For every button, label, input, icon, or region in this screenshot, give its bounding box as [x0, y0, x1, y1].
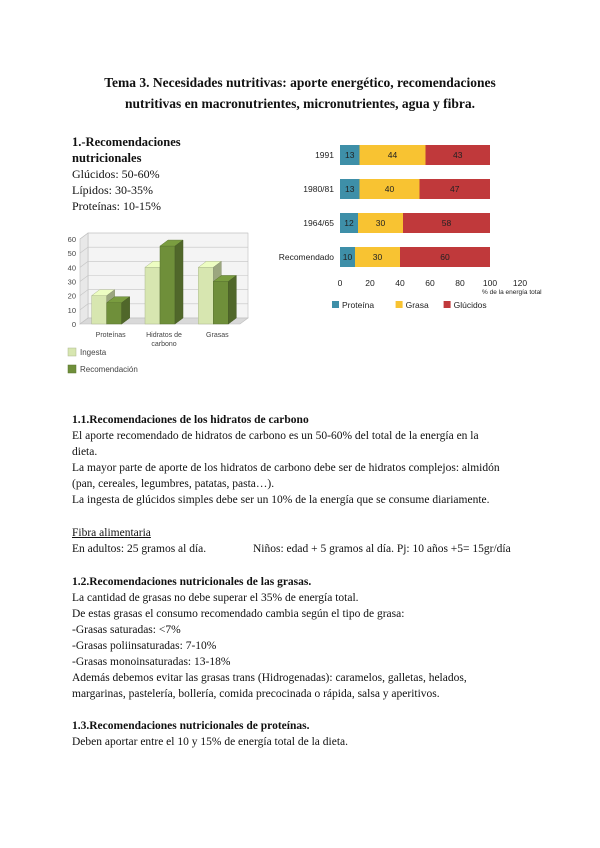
x-axis-label: % de la energía total: [482, 289, 542, 296]
intake-vs-recommendation-chart: [60, 230, 270, 385]
segment-value-label: 12: [344, 218, 354, 228]
x-tick-label: 0: [337, 278, 343, 288]
fibra-heading: Fibra alimentaria: [72, 527, 151, 539]
section-1-1-line: dieta.: [72, 446, 98, 458]
segment-value-label: 43: [453, 150, 463, 160]
segment-value-label: 44: [387, 150, 398, 160]
bar-side-recomendación: [175, 240, 183, 324]
section-1-2-line: Además debemos evitar las grasas trans (Hidrogenadas): caramelos, galletas, helados,: [72, 672, 467, 684]
x-tick-label: 120: [512, 278, 528, 288]
segment-value-label: 30: [375, 218, 386, 228]
bar-recomendación: [160, 246, 175, 324]
legend-swatch: [68, 348, 76, 356]
recommendations-heading-line-1: 1.-Recomendaciones: [72, 135, 181, 149]
segment-value-label: 13: [345, 184, 355, 194]
segment-value-label: 60: [440, 252, 450, 262]
legend-swatch: [444, 301, 451, 308]
bar-ingesta: [145, 267, 160, 324]
segment-value-label: 30: [372, 252, 383, 262]
document-title: [60, 72, 540, 114]
recommendations-heading-line-2: nutricionales: [72, 151, 142, 165]
legend-swatch: [332, 301, 339, 308]
y-tick-label: 10: [67, 305, 76, 315]
recommendation-lipidos: Lípidos: 30-35%: [72, 183, 153, 197]
y-tick-label: 30: [67, 277, 76, 287]
recommendation-glucidos: Glúcidos: 50-60%: [72, 167, 160, 181]
y-tick-label: 50: [67, 249, 76, 259]
section-1-3-heading: 1.3.Recomendaciones nutricionales de proteínas.: [72, 720, 310, 732]
section-1-2-line: -Grasas saturadas: <7%: [72, 624, 181, 636]
section-1-2-line: margarinas, pastelería, bollería, comida precocinada o rápida, salsa y aperitivos.: [72, 688, 440, 700]
bar-recomendación: [213, 282, 228, 325]
y-tick-label: 60: [67, 235, 76, 244]
section-1-3-line: Deben aportar entre el 10 y 15% de energía total de la dieta.: [72, 736, 348, 748]
section-1-1-line: (pan, cereales, legumbres, patatas, pasta…).: [72, 478, 275, 490]
x-category-label: Proteínas: [95, 332, 126, 339]
bar-side-recomendación: [228, 276, 236, 325]
section-1-2-heading: 1.2.Recomendaciones nutricionales de las grasas.: [72, 576, 312, 588]
x-category-label: Grasas: [206, 332, 229, 339]
x-category-label: Hidratos de: [146, 332, 182, 339]
section-1-1-line: La mayor parte de aporte de los hidratos de carbono debe ser de hidratos complejos: almidón: [72, 462, 500, 474]
segment-value-label: 47: [450, 184, 460, 194]
legend-label: Proteína: [342, 300, 375, 310]
y-tick-label: 40: [67, 263, 76, 273]
y-tick-label: 0: [71, 320, 76, 329]
bar-ingesta: [198, 267, 213, 324]
x-tick-label: 60: [425, 278, 435, 288]
section-1-2-line: De estas grasas el consumo recomendado cambia según el tipo de grasa:: [72, 608, 405, 620]
fibra-children: Niños: edad + 5 gramos al día. Pj: 10 años +5= 15gr/día: [253, 543, 511, 555]
category-label: 1980/81: [303, 184, 334, 194]
section-1-2-line: -Grasas poliinsaturadas: 7-10%: [72, 640, 217, 652]
category-label: 1991: [315, 150, 334, 160]
x-tick-label: 100: [482, 278, 498, 288]
x-tick-label: 20: [365, 278, 375, 288]
segment-value-label: 58: [441, 218, 452, 228]
legend-label: Glúcidos: [453, 300, 487, 310]
section-1-2-line: La cantidad de grasas no debe superar el 35% de energía total.: [72, 592, 359, 604]
bar-ingesta: [92, 296, 107, 324]
title-line-1: Tema 3. Necesidades nutritivas: aporte energético, recomendaciones: [104, 75, 496, 90]
legend-swatch: [396, 301, 403, 308]
legend-label: Ingesta: [80, 348, 107, 357]
segment-value-label: 40: [384, 184, 395, 194]
section-1-1-line: El aporte recomendado de hidratos de carbono es un 50-60% del total de la energía en la: [72, 430, 479, 442]
x-category-label: carbono: [151, 341, 177, 348]
recommendation-proteinas: Proteínas: 10-15%: [72, 199, 161, 213]
fibra-adults: En adultos: 25 gramos al día.: [72, 543, 207, 555]
segment-value-label: 13: [345, 150, 355, 160]
x-tick-label: 80: [455, 278, 465, 288]
bar-recomendación: [107, 303, 122, 324]
title-line-2: nutritivas en macronutrientes, micronutrientes, agua y fibra.: [124, 96, 476, 111]
segment-value-label: 10: [342, 252, 353, 262]
y-tick-label: 20: [67, 291, 76, 301]
legend-label: Recomendación: [80, 365, 138, 374]
recommendations-heading: [72, 134, 232, 166]
section-1-1-line: La ingesta de glúcidos simples debe ser un 10% de la energía que se consume diariamente.: [72, 494, 490, 506]
legend-swatch: [68, 365, 76, 373]
energy-distribution-chart: [278, 128, 590, 313]
category-label: Recomendado: [278, 252, 334, 262]
x-tick-label: 40: [395, 278, 405, 288]
section-1-2-line: -Grasas monoinsaturadas: 13-18%: [72, 656, 231, 668]
section-1-1-heading: 1.1.Recomendaciones de los hidratos de carbono: [72, 414, 309, 426]
category-label: 1964/65: [303, 218, 334, 228]
legend-label: Grasa: [405, 300, 429, 310]
